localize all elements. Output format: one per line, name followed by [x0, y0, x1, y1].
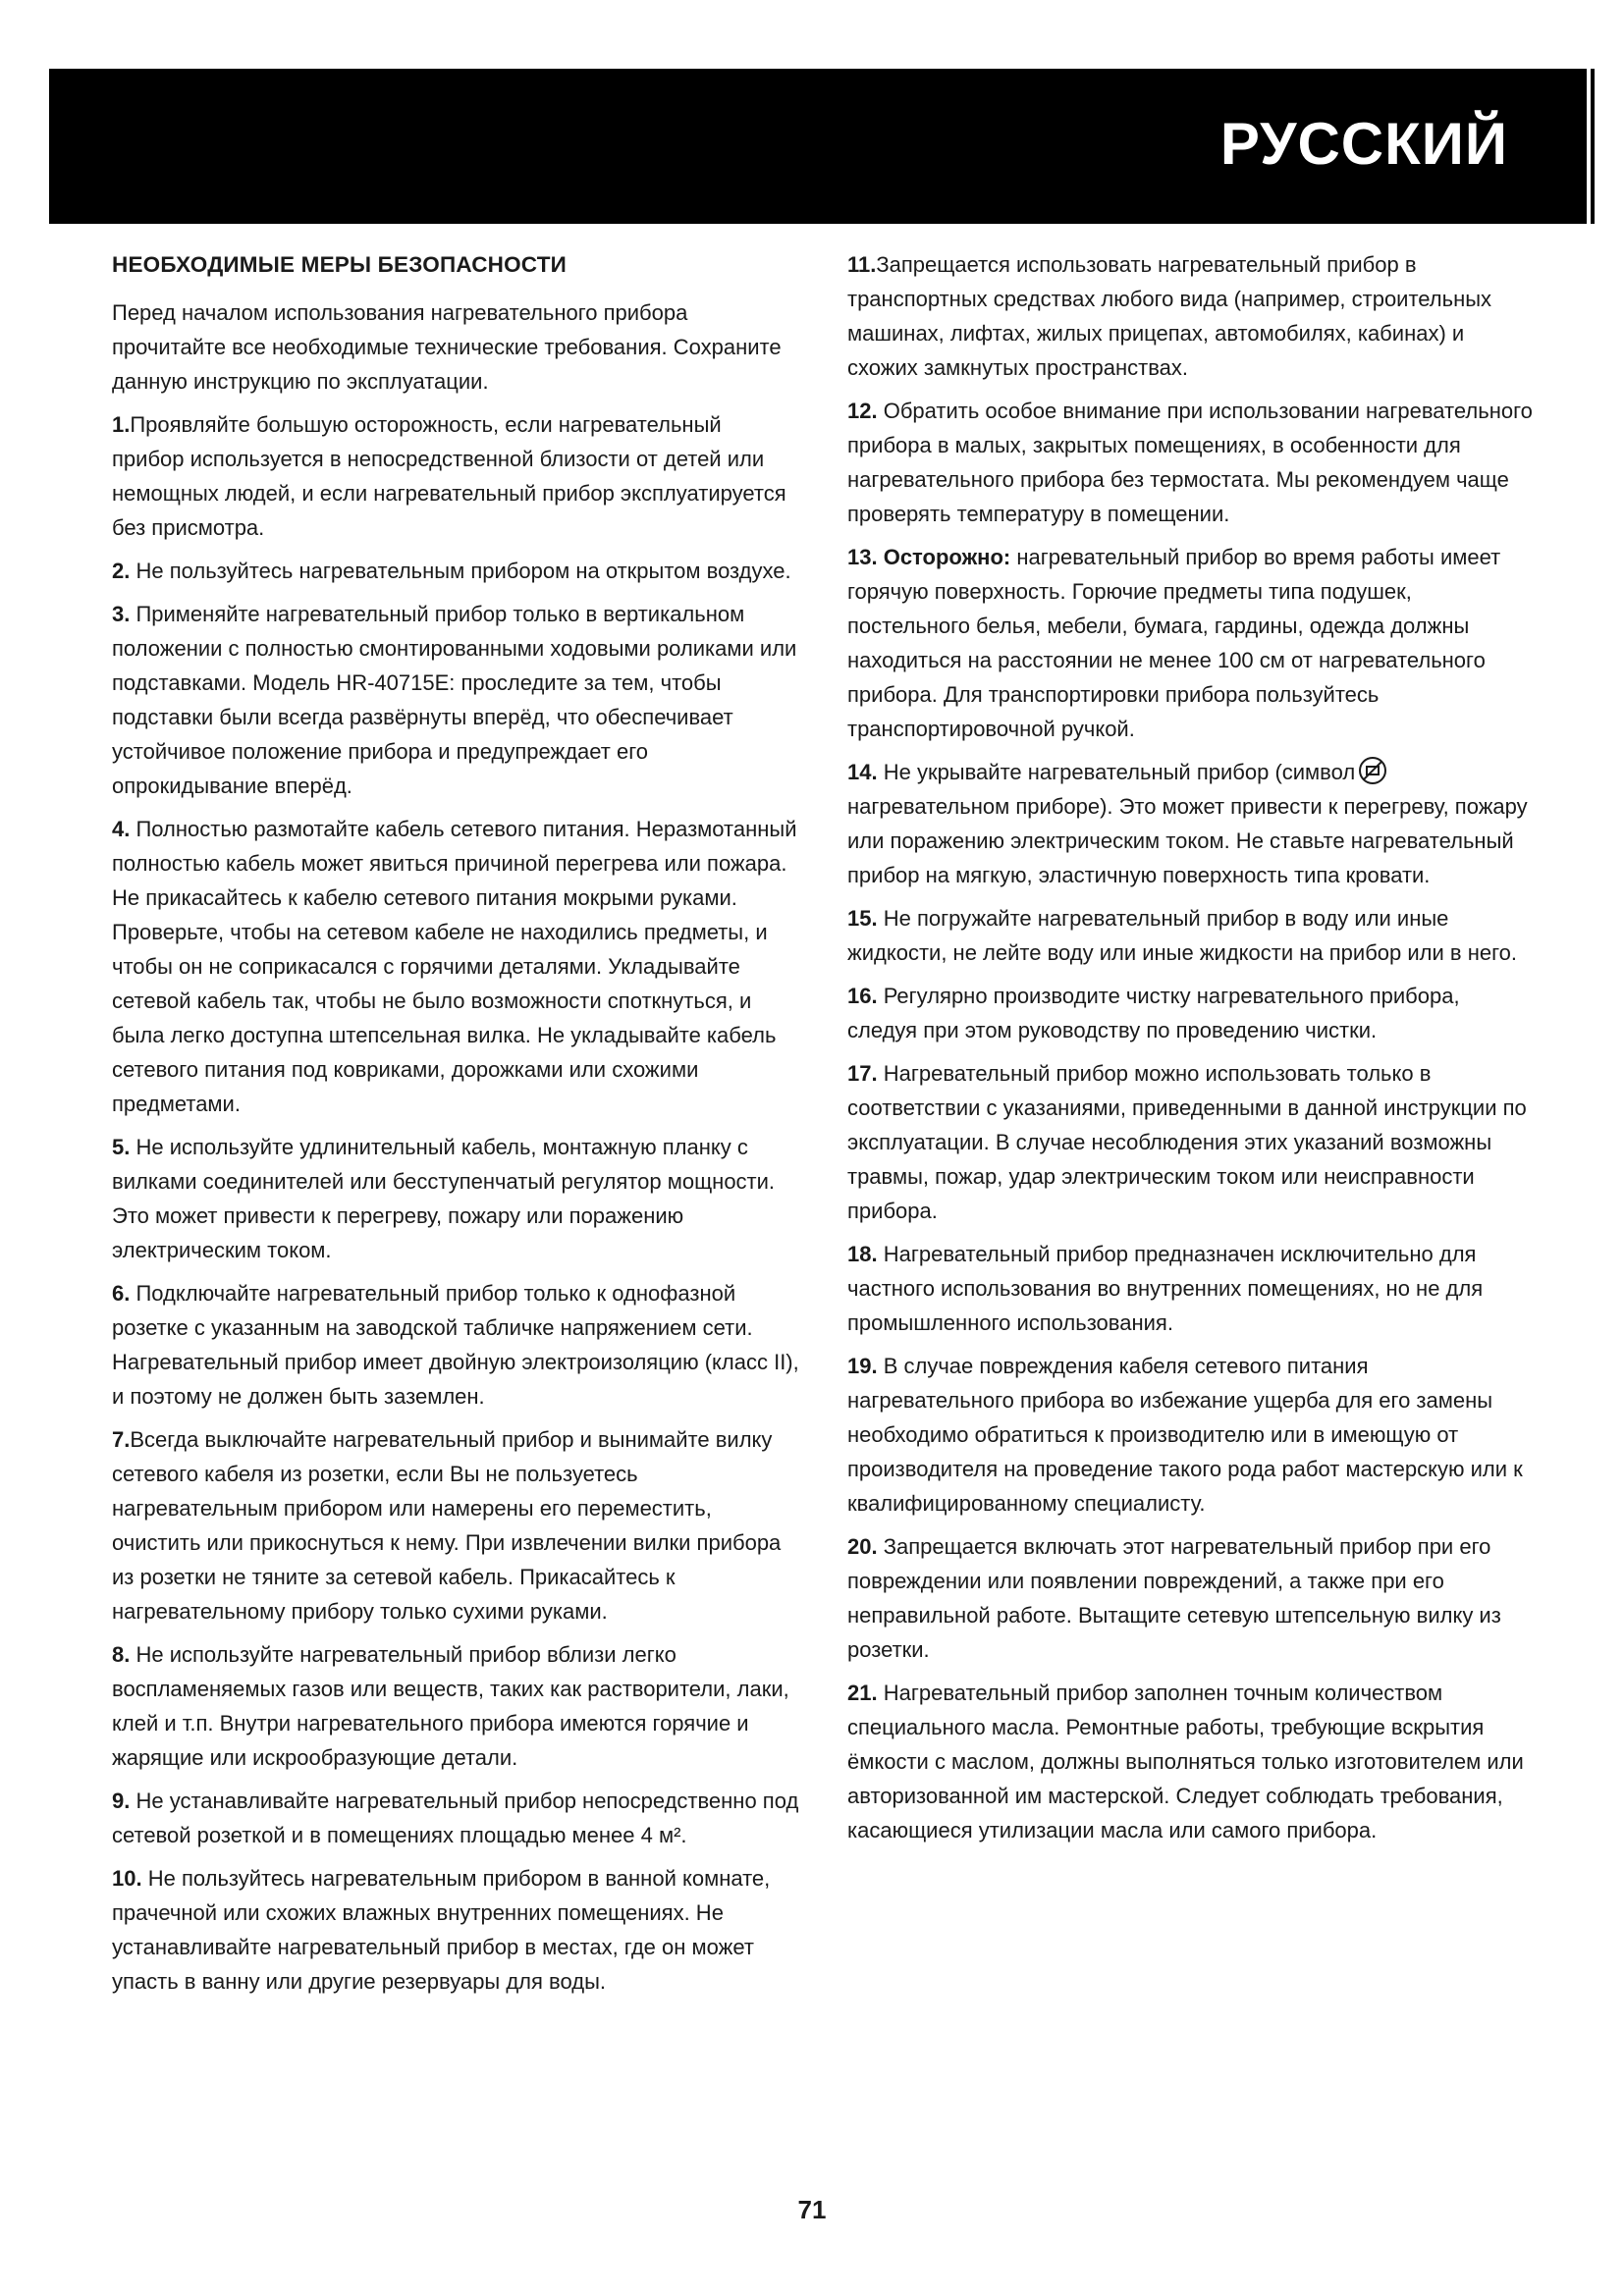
item-number: 7. — [112, 1427, 131, 1452]
item-text: Нагревательный прибор предназначен исключительно для частного использования во внутренних помещениях, но не для промышленного использования. — [847, 1242, 1484, 1335]
item-text: Не пользуйтесь нагревательным прибором в ванной комнате, прачечной или схожих влажных внутренних помещениях. Не устанавливайте нагревательный прибор в местах, где он может упасть в ванну или другие резервуары для воды. — [112, 1866, 771, 1994]
item-number: 17. — [847, 1061, 878, 1086]
safety-item-6 — [112, 1276, 799, 1414]
item-number: 10. — [112, 1866, 142, 1891]
safety-item-14 — [847, 755, 1535, 892]
safety-item-5 — [112, 1130, 799, 1267]
item-text: Проявляйте большую осторожность, если нагревательный прибор используется в непосредственной близости от детей или немощных людей, и если нагревательный прибор эксплуатируется без присмотра. — [112, 412, 786, 540]
safety-item-11 — [847, 247, 1535, 385]
item-number: 5. — [112, 1135, 131, 1159]
safety-item-1 — [112, 407, 799, 545]
item-text: Не пользуйтесь нагревательным прибором на открытом воздухе. — [130, 559, 791, 583]
safety-item-12 — [847, 394, 1535, 531]
item-number: 3. — [112, 602, 131, 626]
safety-item-7 — [112, 1422, 799, 1629]
item-text: Всегда выключайте нагревательный прибор и вынимайте вилку сетевого кабеля из розетки, если Вы не пользуетесь нагревательным прибором или намерены его переместить, очистить или прикоснуться к нему. При извлечении вилки прибора из розетки не тяните за сетевой кабель. Прикасайтесь к нагревательному прибору только сухими руками. — [112, 1427, 782, 1624]
section-title: НЕОБХОДИМЫЕ МЕРЫ БЕЗОПАСНОСТИ — [112, 252, 568, 277]
safety-item-18 — [847, 1237, 1535, 1340]
safety-item-15 — [847, 901, 1535, 970]
item-text-before-symbol: Не укрывайте нагревательный прибор (символ — [877, 760, 1356, 784]
safety-item-17 — [847, 1056, 1535, 1228]
do-not-cover-icon — [1359, 757, 1386, 784]
safety-item-3 — [112, 597, 799, 803]
item-text: Не используйте нагревательный прибор вблизи легко воспламеняемых газов или веществ, таких как растворители, лаки, клей и т.п. Внутри нагревательного прибора имеются горячие и жарящие или искрообразующие детали. — [112, 1642, 789, 1770]
safety-item-10 — [112, 1861, 799, 1999]
safety-item-13 — [847, 540, 1535, 746]
item-number: 19. — [847, 1354, 878, 1378]
item-text: нагревательный прибор во время работы имеет горячую поверхность. Горючие предметы типа подушек, постельного белья, мебели, бумага, гардины, одежда должны находиться на расстоянии не менее 100 см от нагревательного прибора. Для транспортировки прибора пользуйтесь транспортировочной ручкой. — [847, 545, 1501, 741]
item-number: 14. — [847, 760, 878, 784]
safety-item-2 — [112, 554, 799, 588]
item-number: 9. — [112, 1789, 131, 1813]
language-title: РУССКИЙ — [1219, 111, 1508, 177]
item-text: В случае повреждения кабеля сетевого питания нагревательного прибора во избежание ущерба для его замены необходимо обратиться к производителю или в имеющую от производителя на проведение такого рода работ мастерскую или к квалифицированному специалисту. — [847, 1354, 1523, 1516]
item-text: Обратить особое внимание при использовании нагревательного прибора в малых, закрытых помещениях, в особенности для нагревательного прибора без термостата. Мы рекомендуем чаще проверять температуру в помещении. — [847, 399, 1533, 526]
safety-item-9 — [112, 1784, 799, 1852]
language-header-bar — [49, 69, 1587, 224]
item-number: 15. — [847, 906, 878, 931]
item-number: 4. — [112, 817, 131, 841]
intro-paragraph: Перед началом использования нагревательного прибора прочитайте все необходимые технические требования. Сохраните данную инструкцию по эксплуатации. — [112, 300, 782, 394]
item-text: Запрещается использовать нагревательный прибор в транспортных средствах любого вида (например, строительных машинах, лифтах, жилых прицепах, автомобилях, кабинах) и схожих замкнутых пространствах. — [847, 252, 1492, 380]
safety-item-20 — [847, 1529, 1535, 1667]
item-number: 6. — [112, 1281, 131, 1306]
item-number: 12. — [847, 399, 878, 423]
item-text: Регулярно производите чистку нагревательного прибора, следуя при этом руководству по проведению чистки. — [847, 984, 1460, 1042]
item-number: 8. — [112, 1642, 131, 1667]
page-number: 71 — [797, 2195, 827, 2224]
right-column — [847, 247, 1535, 1856]
item-text: Запрещается включать этот нагревательный прибор при его повреждении или появлении повреждений, а также при его неправильной работе. Вытащите сетевую штепсельную вилку из розетки. — [847, 1534, 1501, 1662]
item-number: 20. — [847, 1534, 878, 1559]
header-edge — [1591, 69, 1595, 224]
caution-label: Осторожно: — [877, 545, 1011, 569]
item-text: Нагревательный прибор заполнен точным количеством специального масла. Ремонтные работы, требующие вскрытия ёмкости с маслом, должны выполняться только изготовителем или авторизованной им мастерской. Следует соблюдать требования, касающиеся утилизации масла или самого прибора. — [847, 1681, 1524, 1842]
safety-item-16 — [847, 979, 1535, 1047]
item-number: 2. — [112, 559, 131, 583]
item-number: 18. — [847, 1242, 878, 1266]
item-text: Не устанавливайте нагревательный прибор непосредственно под сетевой розеткой и в помещениях площадью менее 4 м². — [112, 1789, 799, 1847]
left-column — [112, 247, 799, 2007]
safety-item-4 — [112, 812, 799, 1121]
item-text: Полностью размотайте кабель сетевого питания. Неразмотанный полностью кабель может явиться причиной перегрева или пожара. Не прикасайтесь к кабелю сетевого питания мокрыми руками. Проверьте, чтобы на сетевом кабеле не находились предметы, и чтобы он не соприкасался с горячими деталями. Укладывайте сетевой кабель так, чтобы не было возможности споткнуться, и была легко доступна штепсельная вилка. Не укладывайте кабель сетевого питания под ковриками, дорожками или схожими предметами. — [112, 817, 797, 1116]
safety-item-8 — [112, 1637, 799, 1775]
item-text: Подключайте нагревательный прибор только к однофазной розетке с указанным на заводской табличке напряжением сети. Нагревательный прибор имеет двойную электроизоляцию (класс II), и поэтому не должен быть заземлен. — [112, 1281, 799, 1409]
item-text: Не используйте удлинительный кабель, монтажную планку с вилками соединителей или бесступенчатый регулятор мощности. Это может привести к перегреву, пожару или поражению электрическим током. — [112, 1135, 776, 1262]
item-number: 1. — [112, 412, 131, 437]
safety-item-21 — [847, 1676, 1535, 1847]
item-number: 21. — [847, 1681, 878, 1705]
item-number: 11. — [847, 252, 877, 277]
item-text: Применяйте нагревательный прибор только в вертикальном положении с полностью смонтированными ходовыми роликами или подставками. Модель HR-40715E: проследите за тем, чтобы подставки были всегда развёрнуты вперёд, что обеспечивает устойчивое положение прибора и предупреждает его опрокидывание вперёд. — [112, 602, 797, 798]
safety-item-19 — [847, 1349, 1535, 1521]
item-number: 13. — [847, 545, 878, 569]
item-text: Нагревательный прибор можно использовать только в соответствии с указаниями, приведенными в данной инструкции по эксплуатации. В случае несоблюдения этих указаний возможны травмы, пожар, удар электрическим током или неисправности прибора. — [847, 1061, 1527, 1223]
item-text: Не погружайте нагревательный прибор в воду или иные жидкости, не лейте воду или иные жидкости на прибор или в него. — [847, 906, 1517, 965]
item-text: нагревательном приборе). Это может привести к перегреву, пожару или поражению электрическим током. Не ставьте нагревательный прибор на мягкую, эластичную поверхность типа кровати. — [847, 794, 1528, 887]
item-number: 16. — [847, 984, 878, 1008]
